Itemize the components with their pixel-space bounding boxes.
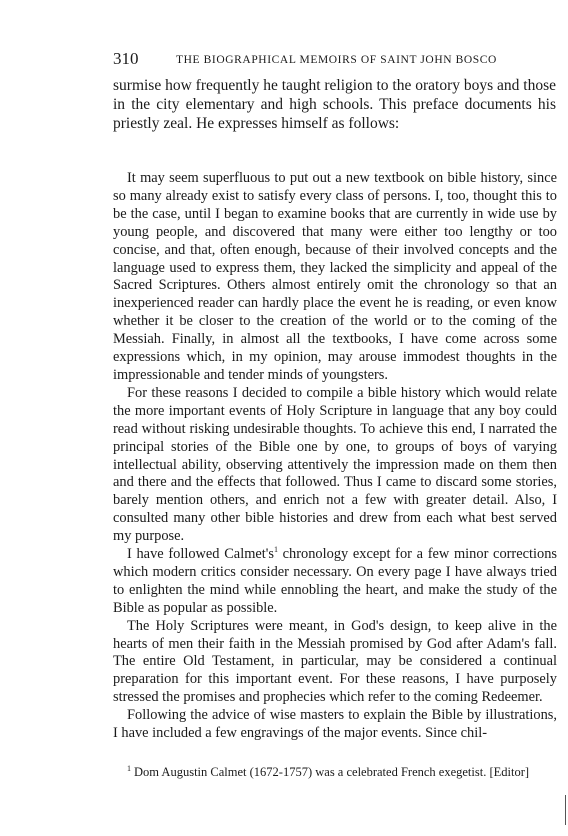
running-head-title: THE BIOGRAPHICAL MEMOIRS OF SAINT JOHN BOSCO (176, 54, 497, 66)
quote-paragraph-3-start: I have followed Calmet's (127, 546, 274, 563)
quote-paragraph-5: Following the advice of wise masters to explain the Bible by illustrations, I have included a few engravings of the major events. Since chil- (113, 707, 557, 742)
quoted-preface (113, 170, 557, 743)
intro-paragraph: surmise how frequently he taught religion to the oratory boys and those in the city elementary and high schools. This preface documents his priestly zeal. He expresses himself as follows: (113, 77, 556, 132)
footnote-mark: 1 (127, 763, 131, 773)
running-head (113, 49, 557, 69)
footnote-reference[interactable]: 1 (273, 545, 278, 555)
quote-paragraph-4: The Holy Scriptures were meant, in God's design, to keep alive in the hearts of men their faith in the Messiah promised by God after Adam's fall. The entire Old Testament, in particular, may be considered a continual preparation for this important event. For these reasons, I have purposely stressed the promises and prophecies which refer to the coming Redeemer. (113, 617, 557, 706)
quote-paragraph-1: It may seem superfluous to put out a new textbook on bible history, since so many already exist to satisfy every class of persons. I, too, thought this to be the case, until I began to examine books that are currently in wide use by young people, and discovered that many were either too lengthy or too concise, and that, often enough, because of their involved concepts and the language used to express them, they lacked the simplicity and appeal of the Sacred Scriptures. Others almost entirely omit the chronology so that an inexperienced reader can hardly place the event he is reading, or even know whether it be closer to the creation of the world or to the coming of the Messiah. Finally, in almost all the textbooks, I have come across some expressions which, in my opinion, may arouse immodest thoughts in the impressionable and tender minds of youngsters. (113, 170, 557, 383)
page-edge-mark (565, 795, 566, 825)
footnote-text: Dom Augustin Calmet (1672-1757) was a celebrated French exegetist. [Editor] (134, 765, 530, 779)
quote-paragraph-3-rest: chronology except for a few minor corrections which modern critics consider necessary. On every page I have always tried to enlighten the mind while ennobling the heart, and make the study of the Bible as popular as possible. (113, 546, 557, 616)
footnote (127, 764, 557, 781)
quote-paragraph-3 (113, 546, 557, 618)
quote-paragraph-2: For these reasons I decided to compile a bible history which would relate the more important events of Holy Scripture in language that any boy could read without risking undesirable thoughts. To achieve this end, I narrated the principal stories of the Bible one by one, to groups of boys of varying intellectual ability, observing attentively the impression made on them then and there and the effects that followed. Thus I came to discard some stories, barely mention others, and enrich not a few with greater detail. Also, I consulted many other bible histories and drew from each what best served my purpose. (113, 384, 557, 545)
page-number: 310 (113, 49, 139, 68)
